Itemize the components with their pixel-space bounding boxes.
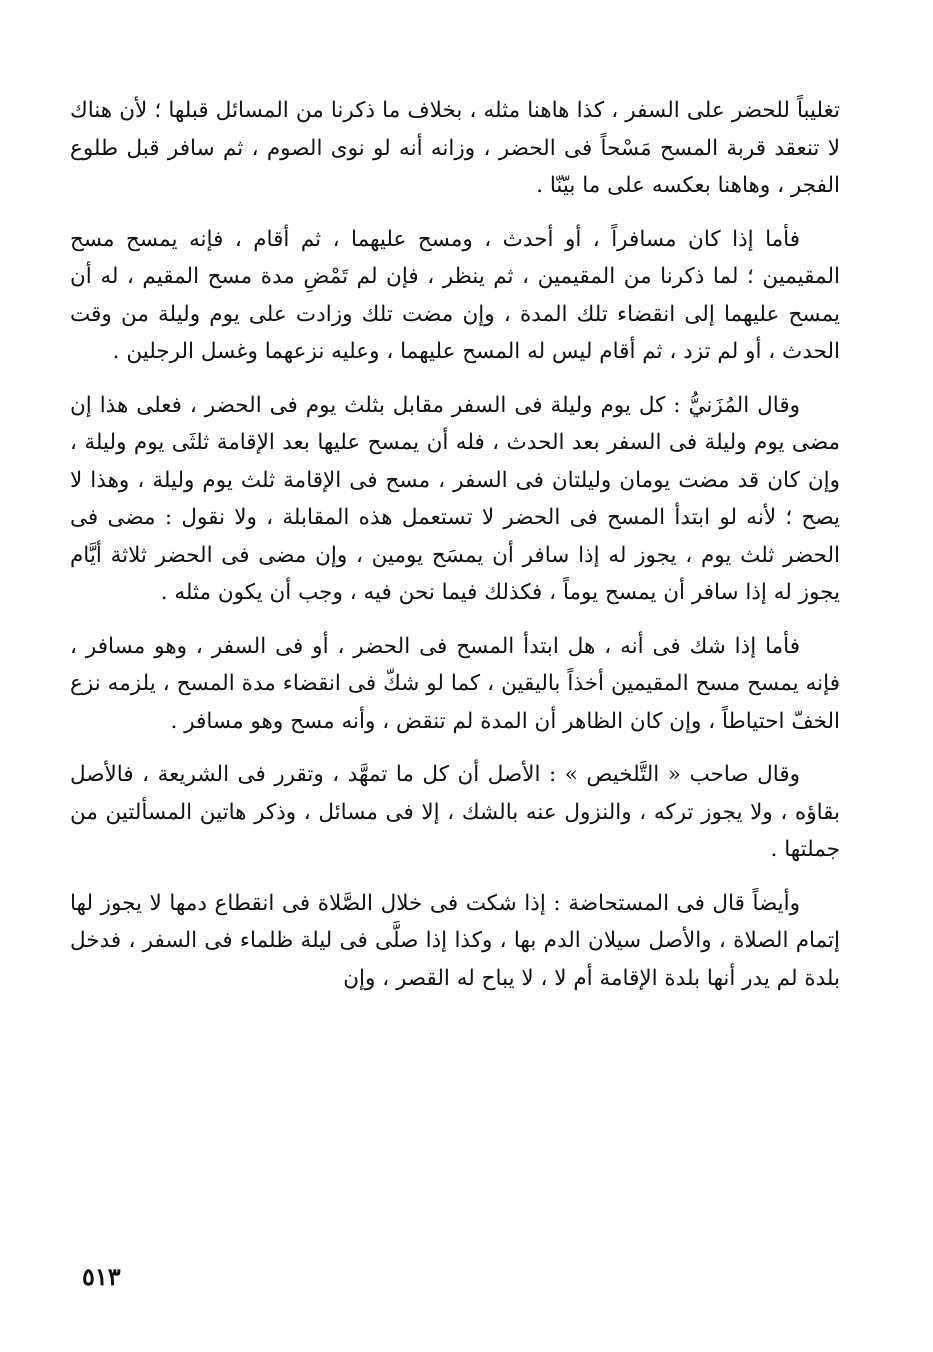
page-body — [70, 92, 840, 1013]
paragraph-1: تغليباً للحضر على السفر ، كذا هاهنا مثله ، بخلاف ما ذكرنا من المسائل قبلها ؛ لأن هناك لا تنعقد قربة المسح مَسْحاً فى الحضر ، وزانه أنه لو نوى الصوم ، ثم سافر قبل طلوع الفجر ، وهاهنا بعكسه على ما بيّنّا . — [70, 98, 840, 198]
paragraph-5: وقال صاحب « التَّلخيص » : الأصل أن كل ما تمهَّد ، وتقرر فى الشريعة ، فالأصل بقاؤه ، ولا يجوز تركه ، والنزول عنه بالشك ، إلا فى مسائل ، وذكر هاتين المسألتين من جملتها . — [70, 762, 840, 862]
paragraph-6: وأيضاً قال فى المستحاضة : إذا شكت فى خلال الصَّلاة فى انقطاع دمها لا يجوز لها إتمام الصلاة ، والأصل سيلان الدم بها ، وكذا إذا صلَّى فى ليلة ظلماء فى السفر ، فدخل بلدة لم يدر أنها بلدة الإقامة أم لا ، لا يباح له القصر ، وإن — [70, 890, 840, 991]
page-number: ٥١٣ — [82, 1262, 121, 1291]
paragraph-2: فأما إذا كان مسافراً ، أو أحدث ، ومسح عليهما ، ثم أقام ، فإنه يمسح مسح المقيمين ؛ لما ذكرنا من المقيمين ، ثم ينظر ، فإن لم تَمْضِ مدة مسح المقيم ، له أن يمسح عليهما إلى انقضاء تلك المدة ، وإن مضت تلك وزادت على يوم وليلة من وقت الحدث ، أو لم تزد ، ثم أقام ليس له المسح عليهما ، وعليه نزعهما وغسل الرجلين . — [70, 226, 840, 364]
paragraph-3: وقال المُزَنيُّ : كل يوم وليلة فى السفر مقابل بثلث يوم فى الحضر ، فعلى هذا إن مضى يوم وليلة فى السفر بعد الحدث ، فله أن يمسح عليها بعد الإقامة ثلثَى يوم وليلة ، وإن كان قد مضت يومان وليلتان فى السفر ، مسح فى الإقامة ثلث يوم وليلة ، وهذا لا يصح ؛ لأنه لو ابتدأ المسح فى الحضر لا تستعمل هذه المقابلة ، ولا نقول : مضى فى الحضر ثلث يوم ، يجوز له إذا سافر أن يمسَح يومين ، وإن مضى فى الحضر ثلاثة أيَّام يجوز له إذا سافر أن يمسح يوماً ، فكذلك فيما نحن فيه ، وجب أن يكون مثله . — [70, 392, 840, 605]
paragraph-4: فأما إذا شك فى أنه ، هل ابتدأ المسح فى الحضر ، أو فى السفر ، وهو مسافر ، فإنه يمسح مسح المقيمين أخذاً باليقين ، كما لو شكّ فى انقضاء مدة المسح ، يلزمه نزع الخفّ احتياطاً ، وإن كان الظاهر أن المدة لم تنقض ، وأنه مسح وهو مسافر . — [70, 633, 840, 734]
